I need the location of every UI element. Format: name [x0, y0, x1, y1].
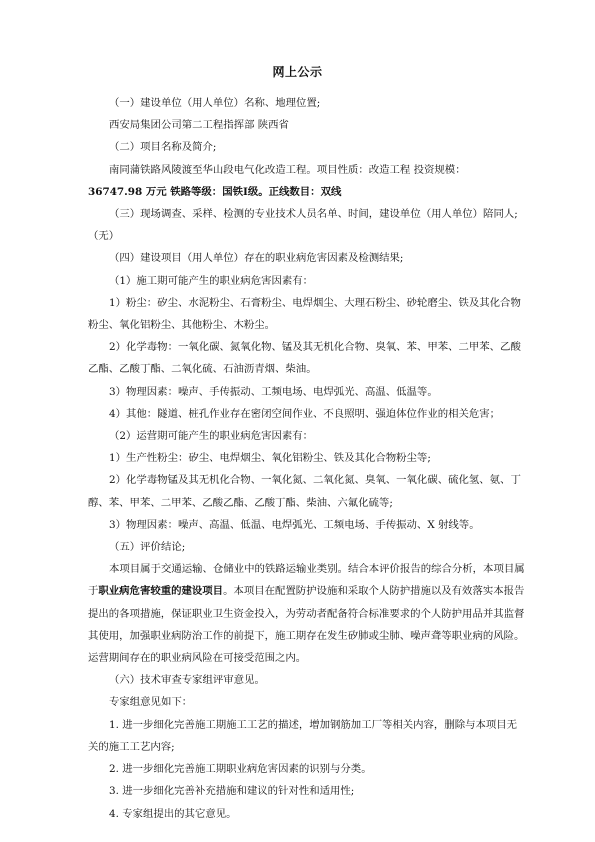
section-1-heading: （一）建设单位（用人单位）名称、地理位置; [109, 97, 321, 109]
unit-name-location: 西安局集团公司第二工程指挥部 陕西省 [109, 119, 289, 132]
construction-other: 4）其他：隧道、桩孔作业存在密闭空间作业、不良照明、强迫体位作业的相关危害； [109, 407, 501, 420]
operation-dust: 1）生产性粉尘：矽尘、电焊烟尘、氧化铝粉尘、铁及其化合物粉尘等; [109, 452, 431, 465]
evaluation-conclusion [88, 558, 526, 669]
operation-chemicals: 2）化学毒物锰及其无机化合物、一氧化氮、二氧化氮、臭氧、一氧化碳、硫化氢、氨、丁醇、苯、甲苯、二甲苯、乙酸乙酯、乙酸丁酯、柴油、六氟化硫等; [88, 474, 521, 509]
operation-period-heading: （2）运营期可能产生的职业病危害因素有： [109, 430, 314, 443]
construction-chemicals: 2）化学毒物：一氧化碳、氮氧化物、锰及其无机化合物、臭氧、苯、甲苯、二甲苯、乙酸乙酯、乙酸丁酯、二氧化硫、石油沥青烟、柴油。 [88, 341, 521, 376]
project-description-line1: 南同蒲铁路风陵渡至华山段电气化改造工程。项目性质：改造工程 投资规模： [109, 163, 466, 176]
section-6-heading: （六）技术审查专家组评审意见。 [109, 674, 265, 687]
expert-opinion-item: 1. 进一步细化完善施工期施工工艺的描述，增加钢筋加工厂等相关内容，删除与本项目无关的施工工艺内容; [88, 718, 518, 753]
expert-opinion-list [88, 714, 526, 825]
conclusion-text-1: 本项目属于交通运输、仓储业中的铁路运输业类别。结合本评价报告的综合分析，本项目属于 [88, 563, 525, 598]
conclusion-bold-text: 职业病危害较重的建设项目 [98, 585, 224, 598]
construction-dust: 1）粉尘：矽尘、水泥粉尘、石膏粉尘、电焊烟尘、大理石粉尘、砂轮磨尘、铁及其化合物粉尘、氧化铝粉尘、其他粉尘、木粉尘。 [88, 296, 521, 332]
document-title: 网上公示 [272, 65, 323, 79]
section-5-heading: （五）评价结论; [109, 541, 186, 554]
construction-period-heading: （1）施工期可能产生的职业病危害因素有： [109, 274, 314, 287]
construction-physical: 3）物理因素：噪声、手传振动、工频电场、电焊弧光、高温、低温等。 [109, 385, 438, 398]
operation-physical: 3）物理因素：噪声、高温、低温、电焊弧光、工频电场、手传振动、X 射线等。 [109, 518, 480, 531]
project-description-line2: 36747.98 万元 铁路等级：国铁Ⅰ级。正线数目：双线 [88, 185, 342, 198]
section-3-heading: （三）现场调查、采样、检测的专业技术人员名单、时间，建设单位（用人单位）陪同人;（无） [88, 208, 518, 243]
section-4-heading: （四）建设项目（用人单位）存在的职业病危害因素及检测结果; [109, 252, 404, 265]
document-body [88, 92, 526, 825]
section-2-heading: （二）项目名称及简介; [109, 141, 217, 154]
expert-intro: 专家组意见如下： [109, 696, 193, 709]
expert-opinion-item: 3. 进一步细化完善补充措施和建议的针对性和适用性; [109, 785, 355, 798]
conclusion-text-2: 。本项目在配置防护设施和采取个人防护措施以及有效落实本报告提出的各项措施，保证职业卫生资金投入，为劳动者配备符合标准要求的个人防护用品并其监督其使用，加强职业病防治工作的前提下，施工期存在发生矽肺或尘肺、噪声聋等职业病的风险。运营期间存在的职业病风险在可接受范围之内。 [88, 585, 525, 665]
expert-opinion-item: 4. 专家组提出的其它意见。 [109, 807, 237, 820]
expert-opinion-item: 2. 进一步细化完善施工期职业病危害因素的识别与分类。 [109, 763, 372, 776]
